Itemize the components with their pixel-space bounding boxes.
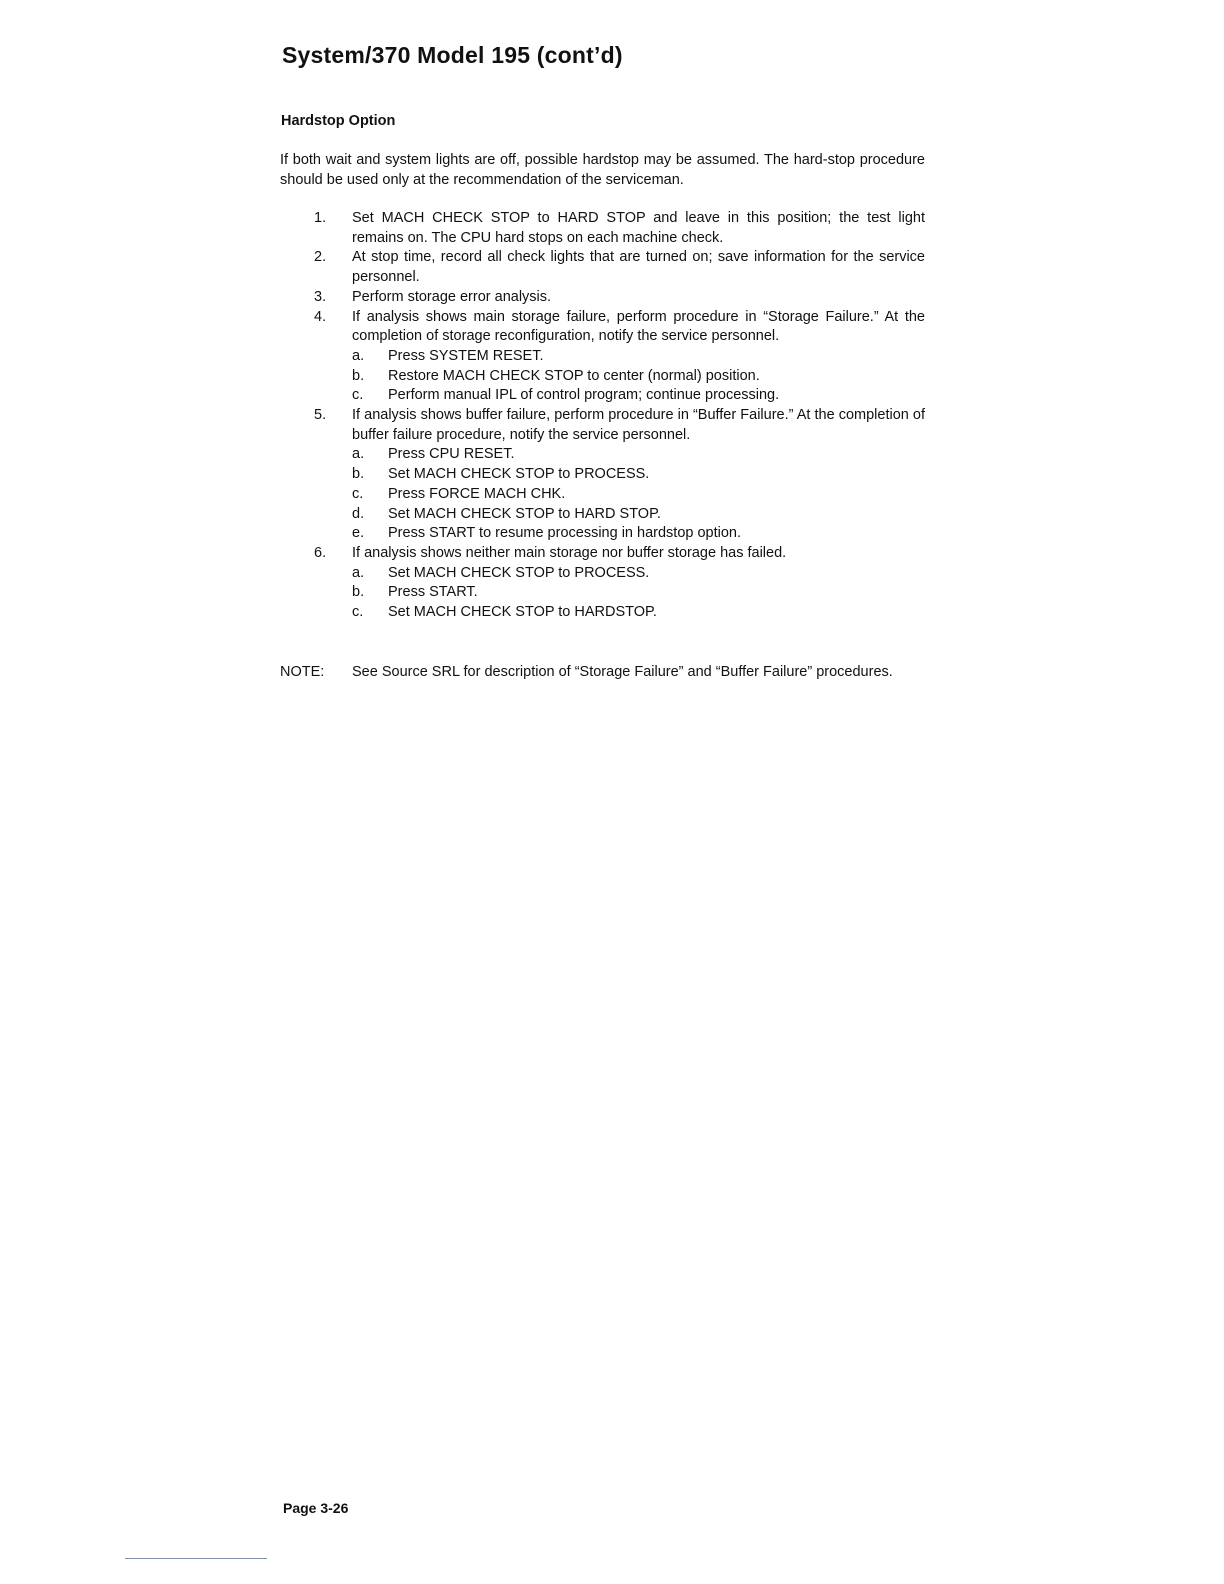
substep-letter: c. [352,604,364,621]
step-number: 2. [314,249,327,266]
substep-letter: c. [352,387,364,404]
step-item [280,544,925,564]
substep-item [352,524,925,544]
step-text: If analysis shows buffer failure, perform procedure in “Buffer Failure.” At the completion of buffer failure procedure, notify the service personnel. [352,407,925,443]
note-label: NOTE: [280,664,325,680]
substep-item [352,367,925,387]
step-number: 4. [314,308,327,325]
step-text: At stop time, record all check lights that are turned on; save information for the service personnel. [352,249,925,286]
note-block [280,662,925,682]
substep-item [352,386,925,406]
page-title: System/370 Model 195 (cont’d) [282,42,623,68]
substep-item [352,465,925,485]
substep-text: Set MACH CHECK STOP to HARD STOP. [388,505,661,522]
step-item [280,406,925,445]
substep-text: Press START to resume processing in hardstop option. [388,525,742,542]
procedure-steps [280,209,925,623]
substep-text: Press FORCE MACH CHK. [388,485,566,502]
substep-item [352,564,925,584]
substep-item [352,485,925,505]
step-item [280,248,925,287]
step-text: If analysis shows neither main storage nor buffer storage has failed. [352,544,787,561]
bottom-divider [125,1558,267,1559]
substep-text: Press CPU RESET. [388,446,515,463]
step-item [280,209,925,248]
substep-text: Set MACH CHECK STOP to PROCESS. [388,564,650,581]
substep-text: Press START. [388,584,478,601]
substep-letter: b. [352,367,365,384]
step-number: 6. [314,544,327,561]
substep-text: Restore MACH CHECK STOP to center (normal) position. [388,367,760,384]
step-number: 5. [314,407,327,424]
substep-item [352,347,925,367]
step-text: Set MACH CHECK STOP to HARD STOP and leave in this position; the test light remains on. The CPU hard stops on each machine check. [352,210,925,246]
step-number: 3. [314,288,327,305]
page-number: Page 3-26 [283,1500,349,1516]
substep-text: Perform manual IPL of control program; continue processing. [388,387,780,404]
substep-item [352,603,925,623]
substep-letter: a. [352,446,365,463]
substep-letter: c. [352,485,364,502]
substep-letter: b. [352,466,365,483]
step-number: 1. [314,210,327,226]
substep-letter: e. [352,525,365,542]
substep-letter: a. [352,347,365,364]
substep-item [352,445,925,465]
substep-item [352,583,925,603]
substep-text: Press SYSTEM RESET. [388,347,544,364]
substep-text: Set MACH CHECK STOP to HARDSTOP. [388,604,657,621]
step-item [280,288,925,308]
substep-letter: b. [352,584,365,601]
substep-letter: a. [352,564,365,581]
substep-item [352,505,925,525]
step-item [280,308,925,347]
note-text: See Source SRL for description of “Storage Failure” and “Buffer Failure” procedures. [352,664,893,680]
step-text: If analysis shows main storage failure, perform procedure in “Storage Failure.” At the completion of storage reconfiguration, notify the service personnel. [352,308,925,345]
substep-text: Set MACH CHECK STOP to PROCESS. [388,466,650,483]
substep-letter: d. [352,505,365,522]
intro-paragraph: If both wait and system lights are off, possible hardstop may be assumed. The hard-stop procedure should be used only at the recommendation of the serviceman. [280,152,925,188]
section-heading: Hardstop Option [281,113,396,129]
step-text: Perform storage error analysis. [352,288,552,305]
